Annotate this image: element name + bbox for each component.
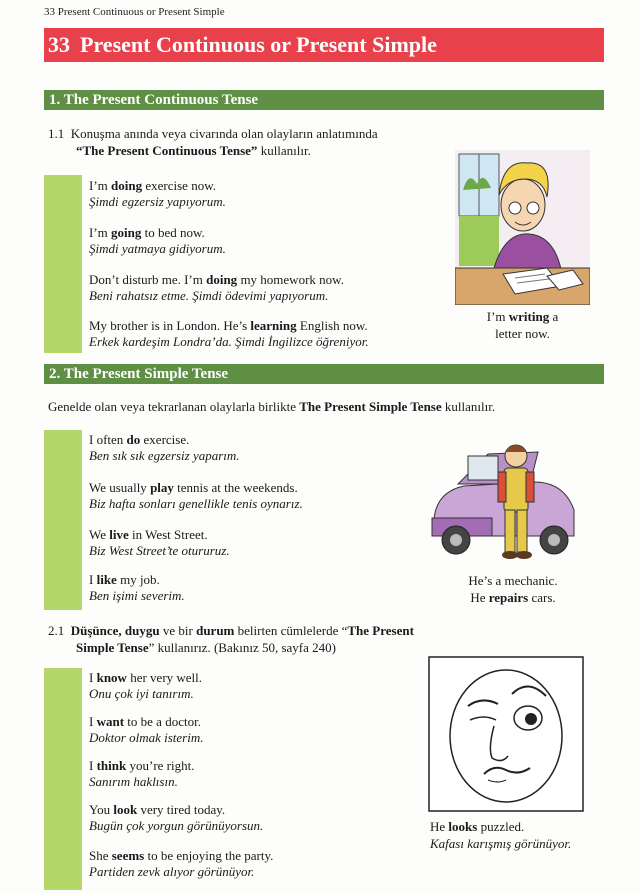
boy-writing-illustration [455,150,590,305]
section2-1-rule: 2.1 Düşünce, duygu ve bir durum belirten cümlelerde “The Present Simple Tense” kullanırız. (Bakınız 50, sayfa 240) [48,623,414,655]
section2-intro: Genelde olan veya tekrarlanan olaylarla birlikte The Present Simple Tense kullanılır. [48,399,496,414]
chapter-number: 33 [48,32,70,57]
green-strip [44,668,82,890]
running-header: 33 Present Continuous or Present Simple [44,6,225,18]
rule-term: “The Present Continuous Tense” [76,143,258,158]
caption-puzzled: He looks puzzled. Kafası karışmış görünüyor. [430,819,572,851]
rule-number: 1.1 [48,126,65,141]
rule-end: kullanılır. [257,143,311,158]
example-item: We usually play tennis at the weekends. Biz hafta sonları genellikle tenis oynarız. [89,480,303,511]
example-item: My brother is in London. He’s learning English now. Erkek kardeşim Londra’da. Şimdi İngilizce öğreniyor. [89,318,369,349]
section1-rule [48,125,468,159]
rule-line1: Konuşma anında veya civarında olan olayların anlatımında [70,126,378,141]
example-item: I think you’re right. Sanırım haklısın. [89,758,195,789]
example-item: I often do exercise. Ben sık sık egzersiz yaparım. [89,432,240,463]
example-item: I want to be a doctor. Doktor olmak isterim. [89,714,204,745]
caption-mechanic: He’s a mechanic. He repairs cars. [468,573,558,605]
mechanic-car-illustration [428,440,588,570]
example-item: You look very tired today. Bugün çok yorgun görünüyorsun. [89,802,264,833]
caption-writing: I’m writing a letter now. [486,309,559,341]
chapter-title: Present Continuous or Present Simple [80,32,437,57]
section2-heading: 2. The Present Simple Tense [44,364,604,384]
example-item: I’m going to bed now. Şimdi yatmaya gidiyorum. [89,225,226,256]
section1-heading: 1. The Present Continuous Tense [44,90,604,110]
chapter-title-bar [44,28,604,62]
puzzled-face-illustration [428,656,584,812]
example-item: I like my job. Ben işimi severim. [89,572,185,603]
example-item: She seems to be enjoying the party. Partiden zevk alıyor görünüyor. [89,848,274,879]
green-strip [44,430,82,610]
example-item: We live in West Street. Biz West Street’te otururuz. [89,527,230,558]
example-item: I know her very well. Onu çok iyi tanırım. [89,670,203,701]
example-item: Don’t disturb me. I’m doing my homework now. Beni rahatsız etme. Şimdi ödevimi yapıyorum. [89,272,344,303]
green-strip [44,175,82,353]
example-item: I’m doing exercise now. Şimdi egzersiz yapıyorum. [89,178,226,209]
